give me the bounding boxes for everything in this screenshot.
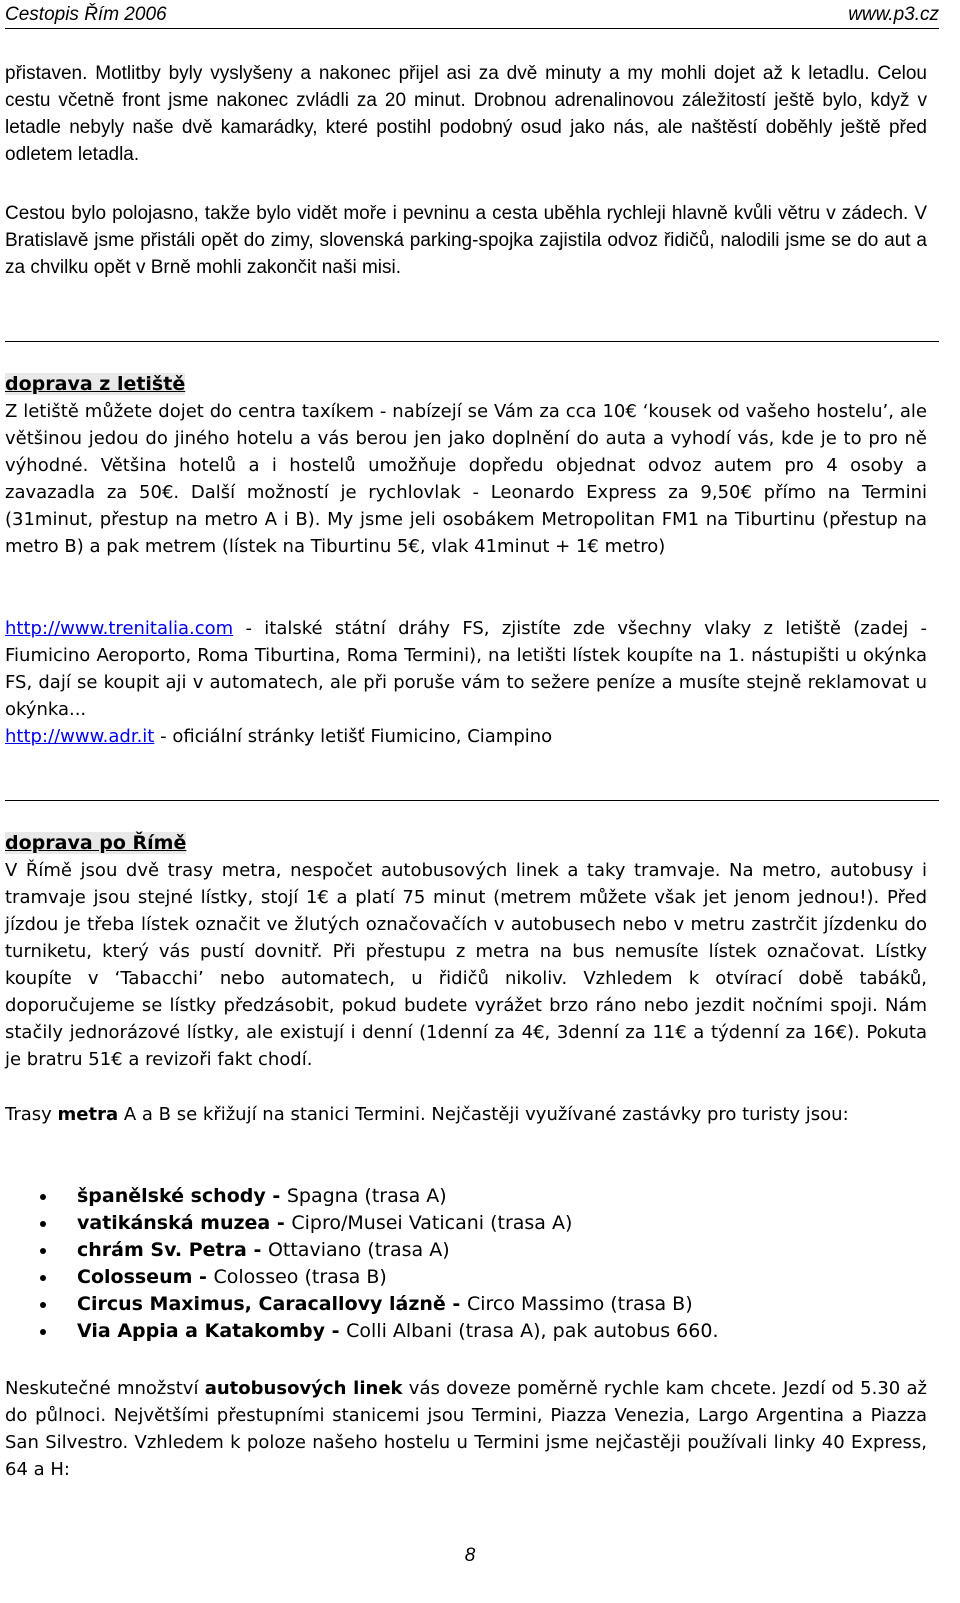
landmark-name: vatikánská muzea - [77,1212,292,1234]
heading-text: doprava z letiště [5,373,186,395]
landmark-name: Via Appia a Katakomby - [77,1320,347,1342]
trenitalia-paragraph [5,615,927,723]
list-item [0,1291,719,1318]
adr-description: - oficiální stránky letišť Fiumicino, Ciampino [154,726,553,747]
bullet-icon [40,1302,46,1308]
bullet-icon [40,1248,46,1254]
metro-post: A a B se křižují na stanici Termini. Nejčastěji využívané zastávky pro turisty jsou: [118,1104,849,1125]
bus-post: vás doveze poměrně rychle kam chcete. Jezdí od 5.30 až do půlnoci. Největšími přestupními stanicemi jsou Termini, Piazza Venezia, Largo Argentina a Piazza San Silvestro. Vzhledem k poloze našeho hostelu u Termini jsme nejčastěji používali linky 40 Express, 64 a H: [5,1378,927,1480]
metro-paragraph [5,1101,927,1128]
stop-name: Circo Massimo (trasa B) [466,1293,693,1315]
document-title: Cestopis Řím 2006 [5,4,167,25]
section-heading-city [5,830,186,857]
metro-bold: metra [57,1104,119,1125]
list-item [0,1264,719,1291]
landmark-name: chrám Sv. Petra - [77,1239,268,1261]
bullet-icon [40,1221,46,1227]
adr-paragraph [5,723,927,750]
stop-name: Spagna (trasa A) [286,1185,447,1207]
heading-text: doprava po Římě [5,832,187,854]
landmark-name: Circus Maximus, Caracallovy lázně - [77,1293,467,1315]
section-divider [5,341,939,342]
page-number: 8 [464,1545,476,1566]
metro-stops-list [0,1183,719,1345]
landmark-name: španělské schody - [77,1185,287,1207]
trenitalia-description: - italské státní dráhy FS, zjistíte zde všechny vlaky z letiště (zadej - Fiumicino Aeroporto, Roma Tiburtina, Roma Termini), na letišti lístek koupíte na 1. nástupišti u okýnka FS, dají se koupit aji v automatech, ale při poruše vám to sežere peníze a musíte stejně reklamovat u okýnka... [5,618,927,720]
page-header [5,4,939,26]
list-item [0,1237,719,1264]
section-divider [5,800,939,801]
bullet-icon [40,1275,46,1281]
bullet-icon [40,1194,46,1200]
landmark-name: Colosseum - [77,1266,214,1288]
list-item [0,1318,719,1345]
stop-name: Colosseo (trasa B) [213,1266,387,1288]
bus-paragraph [5,1375,927,1483]
list-item [0,1183,719,1210]
bus-bold: autobusových linek [204,1378,403,1399]
stop-name: Cipro/Musei Vaticani (trasa A) [291,1212,573,1234]
trenitalia-link[interactable]: http://www.trenitalia.com [5,618,234,639]
stop-name: Colli Albani (trasa A), pak autobus 660. [346,1320,719,1342]
header-divider [5,28,939,29]
city-transport-paragraph: V Římě jsou dvě trasy metra, nespočet autobusových linek a taky tramvaje. Na metro, autobusy i tramvaje jsou stejné lístky, stojí 1€ a platí 75 minut (metrem můžete však jet jenom jednou!). Před jízdou je třeba lístek označit ve žlutých označovačích v autobusech nebo v metru zastrčit jízdenku do turniketu, který vás pustí dovnitř. Při přestupu z metra na bus nemusíte lístek označovat. Lístky koupíte v ‘Tabacchi’ nebo automatech, u řidičů nikoliv. Vzhledem k otvírací době tabáků, doporučujeme se lístky předzásobit, pokud budete vyrážet brzo ráno nebo jezdit nočními spoji. Nám stačily jednorázové lístky, ale existují i denní (1denní za 4€, 3denní za 11€ a týdenní za 16€). Pokuta je bratru 51€ a revizoři fakt chodí. [5,860,927,1070]
airport-paragraph: Z letiště můžete dojet do centra taxíkem - nabízejí se Vám za cca 10€ ‘kousek od vašeho hostelu’, ale většinou jedou do jiného hotelu a vás berou jen jako doplnění do auta a vyhodí vás, kde je to pro ně výhodné. Většina hotelů a i hostelů umožňuje dopředu objednat odvoz autem pro 4 osoby a zavazadla za 50€. Další možností je rychlovlak - Leonardo Express za 9,50€ přímo na Termini (31minut, přestup na metro A i B). My jsme jeli osobákem Metropolitan FM1 na Tiburtinu (přestup na metro B) a pak metrem (lístek na Tiburtinu 5€, vlak 41minut + 1€ metro) [5,401,927,557]
section-heading-airport [5,371,185,398]
bullet-icon [40,1329,46,1335]
adr-link[interactable]: http://www.adr.it [5,726,155,747]
list-item [0,1210,719,1237]
bus-pre: Neskutečné množství [5,1378,205,1399]
intro-paragraph-1: přistaven. Motlitby byly vyslyšeny a nakonec přijel asi za dvě minuty a my mohli dojet až k letadlu. Celou cestu včetně front jsme nakonec zvládli za 20 minut. Drobnou adrenalinovou záležitostí ještě bylo, když v letadle nebyly naše dvě kamarádky, které postihl podobný osud jako nás, ale naštěstí doběhly ještě před odletem letadla. [5,63,927,165]
intro-paragraph-2: Cestou bylo polojasno, takže bylo vidět moře i pevninu a cesta uběhla rychleji hlavně kvůli větru v zádech. V Bratislavě jsme přistáli opět do zimy, slovenská parking-spojka zajistila odvoz řidičů, nalodili jsme se do aut a za chvilku opět v Brně mohli zakončit naši misi. [5,203,927,278]
metro-pre: Trasy [5,1104,58,1125]
site-url: www.p3.cz [848,4,939,25]
stop-name: Ottaviano (trasa A) [267,1239,450,1261]
